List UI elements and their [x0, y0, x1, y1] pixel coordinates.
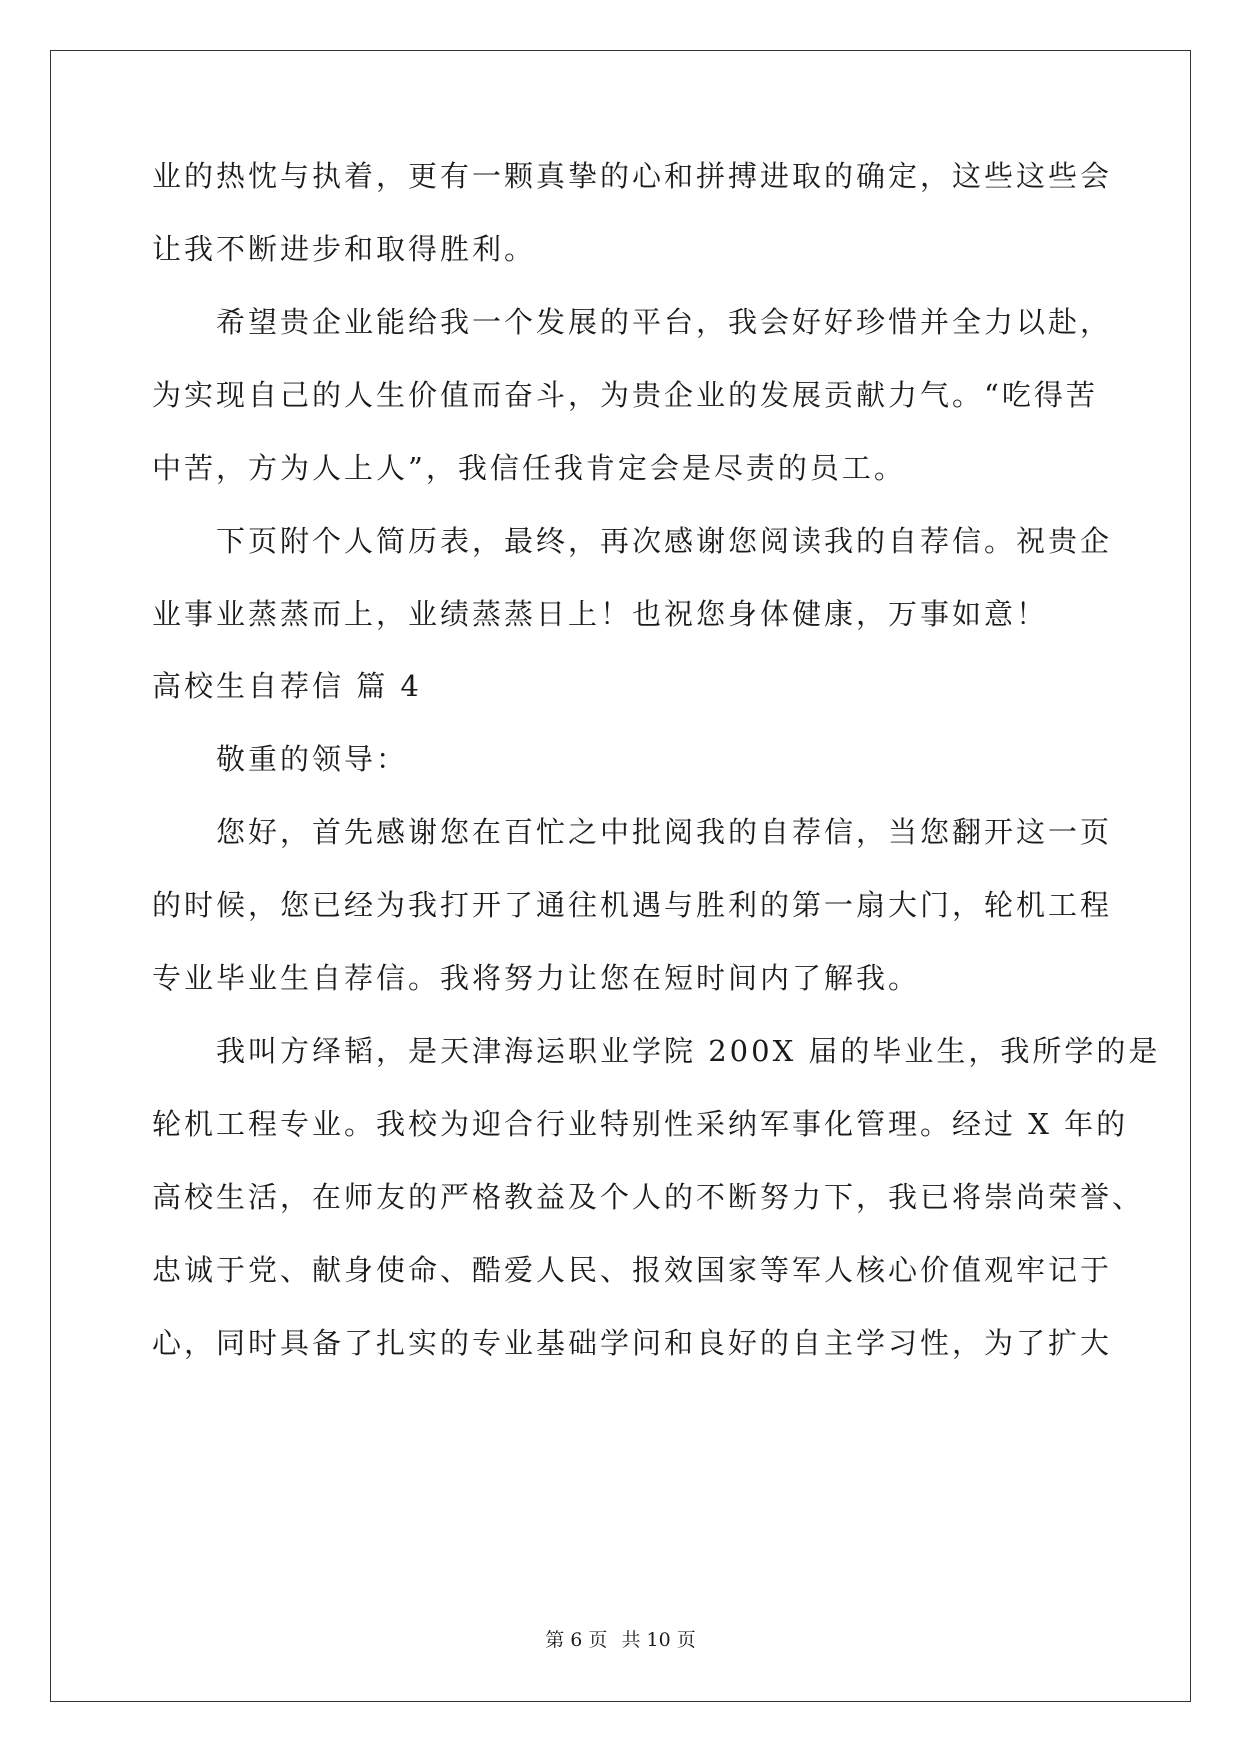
text-line: 让我不断进步和取得胜利。 [152, 232, 537, 266]
text-line: 业事业蒸蒸而上，业绩蒸蒸日上！也祝您身体健康，万事如意！ [152, 597, 1049, 631]
text-line: 轮机工程专业。我校为迎合行业特别性采纳军事化管理。经过 X 年的 [152, 1107, 1129, 1141]
text-line: 希望贵企业能给我一个发展的平台，我会好好珍惜并全力以赴， [152, 305, 1113, 339]
text-line: 下页附个人简历表，最终，再次感谢您阅读我的自荐信。祝贵企 [152, 524, 1113, 558]
salutation: 敬重的领导： [152, 742, 409, 776]
page-total: 共 10 页 [621, 1629, 696, 1651]
page-border [50, 50, 1191, 1702]
text-line: 忠诚于党、献身使命、酷爱人民、报效国家等军人核心价值观牢记于 [152, 1253, 1113, 1287]
text-line: 您好，首先感谢您在百忙之中批阅我的自荐信，当您翻开这一页 [152, 815, 1113, 849]
text-line: 心，同时具备了扎实的专业基础学问和良好的自主学习性，为了扩大 [152, 1326, 1113, 1360]
text-line: 高校生活，在师友的严格教益及个人的不断努力下，我已将崇尚荣誉、 [152, 1180, 1145, 1214]
text-line: 为实现自己的人生价值而奋斗，为贵企业的发展贡献力气。“吃得苦 [152, 378, 1098, 412]
text-line: 业的热忱与执着，更有一颗真挚的心和拼搏进取的确定，这些这些会 [152, 159, 1113, 193]
text-line: 我叫方绎韬，是天津海运职业学院 200X 届的毕业生，我所学的是 [152, 1034, 1161, 1068]
section-heading: 高校生自荐信 篇 4 [152, 669, 422, 703]
text-line: 专业毕业生自荐信。我将努力让您在短时间内了解我。 [152, 961, 921, 995]
text-line: 中苦，方为人上人”，我信任我肯定会是尽责的员工。 [152, 451, 906, 485]
page-number: 第 6 页 [545, 1629, 608, 1651]
text-line: 的时候，您已经为我打开了通往机遇与胜利的第一扇大门，轮机工程 [152, 888, 1113, 922]
page-footer [0, 1628, 1241, 1652]
